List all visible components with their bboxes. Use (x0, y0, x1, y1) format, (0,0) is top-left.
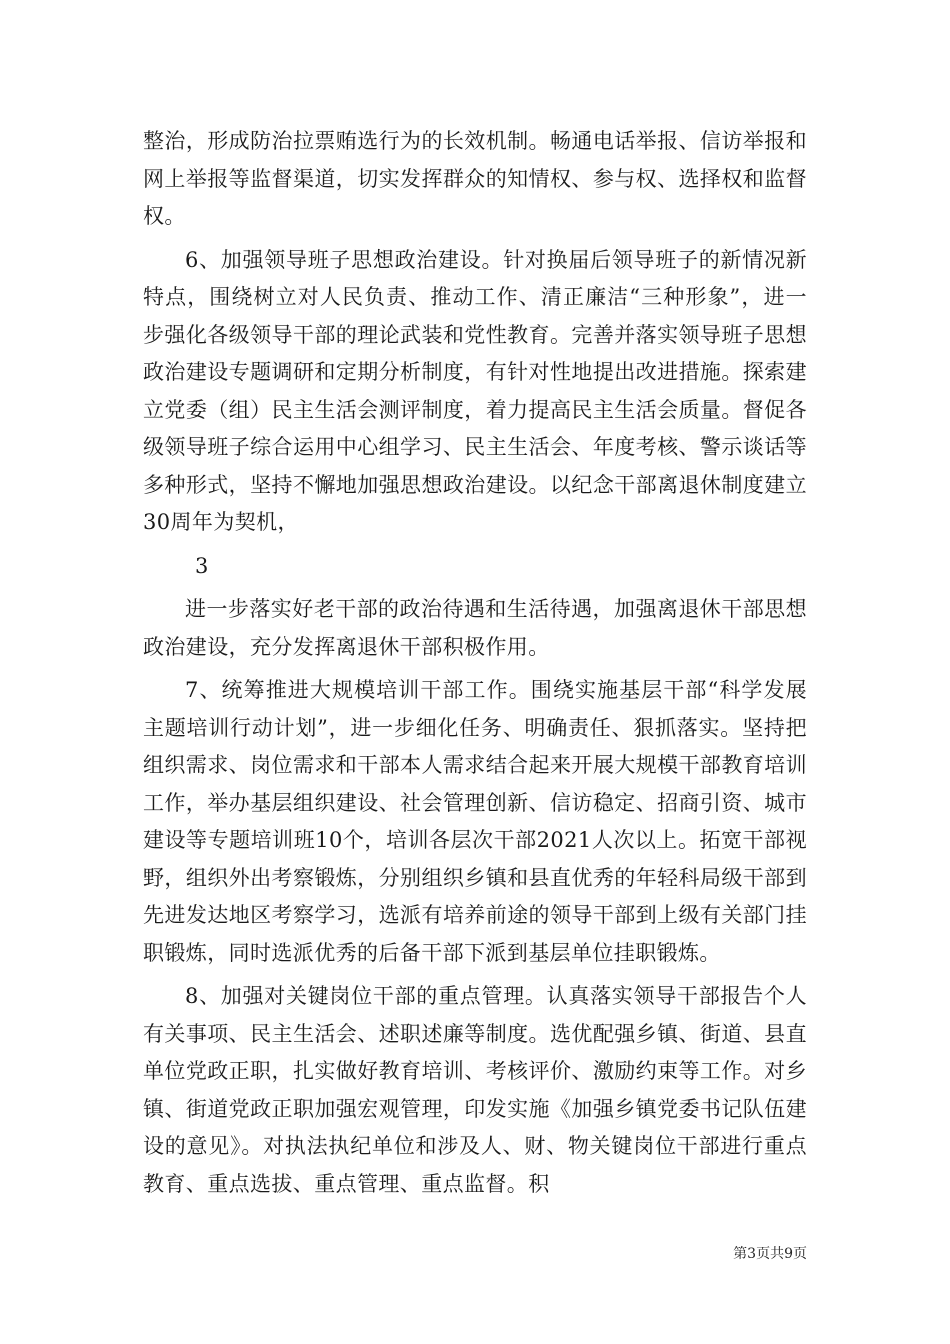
paragraph-item-8: 8、加强对关键岗位干部的重点管理。认真落实领导干部报告个人有关事项、民主生活会、述职述廉等制度。选优配强乡镇、街道、县直单位党政正职，扎实做好教育培训、考核评价、激励约束等工作。对乡镇、街道党政正职加强宏观管理，印发实施《加强乡镇党委书记队伍建设的意见》。对执法执纪单位和涉及人、财、物关键岗位干部进行重点教育、重点选拔、重点管理、重点监督。积 (143, 984, 807, 1196)
paragraph-item-7: 7、统筹推进大规模培训干部工作。围绕实施基层干部“科学发展主题培训行动计划”，进一步细化任务、明确责任、狠抓落实。坚持把组织需求、岗位需求和干部本人需求结合起来开展大规模干部教育培训工作，举办基层组织建设、社会管理创新、信访稳定、招商引资、城市建设等专题培训班10个，培训各层次干部2021人次以上。拓宽干部视野，组织外出考察锻炼，分别组织乡镇和县直优秀的年轻科局级干部到先进发达地区考察学习，选派有培养前途的领导干部到上级有关部门挂职锻炼，同时选派优秀的后备干部下派到基层单位挂职锻炼。 (143, 678, 807, 965)
paragraph-item-6: 6、加强领导班子思想政治建设。针对换届后领导班子的新情况新特点，围绕树立对人民负责、推动工作、清正廉洁“三种形象”，进一步强化各级领导干部的理论武装和党性教育。完善并落实领导班子思想政治建设专题调研和定期分析制度，有针对性地提出改进措施。探索建立党委（组）民主生活会测评制度，着力提高民主生活会质量。督促各级领导班子综合运用中心组学习、民主生活会、年度考核、警示谈话等多种形式，坚持不懈地加强思想政治建设。以纪念干部离退休制度建立30周年为契机， (143, 247, 807, 534)
page-footer: 第3页共9页 (733, 1246, 807, 1262)
document-body (143, 123, 807, 1203)
paragraph-retirees: 进一步落实好老干部的政治待遇和生活待遇，加强离退休干部思想政治建设，充分发挥离退休干部积极作用。 (143, 597, 807, 659)
paragraph-continuation: 整治，形成防治拉票贿选行为的长效机制。畅通电话举报、信访举报和网上举报等监督渠道，切实发挥群众的知情权、参与权、选择权和监督权。 (143, 129, 807, 228)
inline-page-number: 3 (195, 553, 209, 578)
